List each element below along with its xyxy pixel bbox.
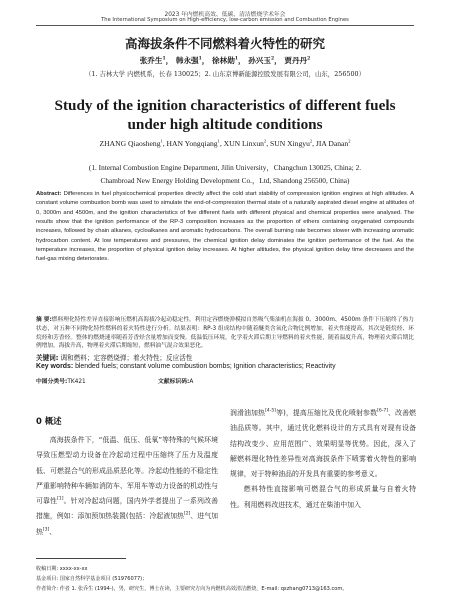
title-en	[20, 96, 430, 134]
affiliation-en-line: Chambroad New Energy Holding Development Co.，Ltd, Shandong 256500, China)	[100, 175, 350, 185]
citation: [1]	[57, 496, 64, 502]
citation: [6-7]	[377, 408, 388, 414]
text-run: 、改善燃油品质等。其中，通过优化燃料设计的方式具有对现有设备结构改变少、应用范围广、效果明显等优势。因此，深入了解燃料理化特性差异性对高海拔条件下喷雾着火特性的影响规律，对于特种油品的开发具有重要的参考意义。	[230, 409, 417, 479]
author-sup: 2	[309, 138, 313, 144]
affiliation-en	[30, 162, 420, 187]
author-sup: 2	[348, 138, 351, 144]
title-en-line: Study of the ignition characteristics of different fuels	[54, 97, 396, 114]
author-en: HAN Yongqiang	[166, 139, 218, 148]
authors-en: ZHANG Qiaosheng$^1$, HAN Yongqiang$^1$, XUN Linxun$^2$, SUN Xingyu$^2$, JIA Danan$^2$	[99, 138, 351, 148]
header-rule	[36, 25, 414, 26]
keywords-cn-text: 调和燃料；定容燃烧弹；着火特性；反应活性	[58, 354, 193, 362]
abstract-en-label: Abstract:	[36, 191, 62, 197]
author-sup: 1	[198, 56, 202, 62]
body-column-left	[36, 433, 218, 540]
keywords-cn	[36, 352, 414, 362]
abstract-cn-text: 燃料理化特性差异直接影响压燃机高海拔冷起动稳定性。利用定容燃烧弹模拟自然吸气柴油机在海拔 0、3000m、4500m 条件下压缩终了热力状态，对五种不同物化特性燃料的着火特性进行分析。结果表明：RP-3 组成结构中随着醚类含氧化合物比例增加，着火性能提高，其次是链烷烃、环烷烃和芳香烃。整体的燃烧速率随着芳香烃含量增加而变慢。低温低压环境，化学着火滞后期主导燃料的着火性能，随着温度升高，物理着火滞后期比例增加。海拔升高，物理着火滞后期缩短，燃料油气混合效果恶化。	[36, 317, 414, 350]
affiliation-en-line: (1. Internal Combustion Engine Department, Jilin University，Changchun 130025, China; 2.	[88, 163, 362, 172]
doc-code	[158, 376, 193, 385]
author-en: JIA Danan	[315, 139, 349, 148]
text-run: 等)，提高压缩比及优化喷射参数	[275, 409, 378, 417]
running-header-cn: 2023 年内燃机高效、低碳、清洁燃烧学术年会	[164, 12, 286, 18]
paragraph: 燃料特性直接影响可燃混合气的形成质量与自着火特性。利用燃料改进技术，通过在柴油中加入	[230, 485, 416, 509]
abstract-en-text: Differences in fuel physicochemical properties directly affect the cold start stability of compression ignition engines at high altitudes. A constant volume combustion bomb was used to simulate the end-of-compression thermal state of a naturally aspirated diesel engine at altitudes of 0, 3000m and 4500m, and the ignition characteristics of five different fuels with different physical and chemical properties were analysed. The results show that the ignition performance of the RP-3 composition increases as the proportion of ethers containing oxygenated compounds increases, followed by chain alkanes, cycloalkanes and aromatic hydrocarbons. The overall burning rate becomes slower with increasing aromatic hydrocarbon content. At low temperatures and pressures, the chemical ignition delay dominates the ignition performance of the fuel. As the temperature increases, the proportion of physical ignition delay increases. At higher altitudes, the physical ignition delay time decreases and the fuel-gas mixing deteriorates.	[36, 191, 414, 263]
abstract-cn-label: 摘 要:	[36, 317, 52, 323]
text-run: 。针对冷起动问题，国内外学者提出了一系列改善措施，例如：添加预加热装置(包括：冷起液加热	[36, 497, 219, 521]
author-sup: 1	[162, 56, 166, 62]
doc-code-value: A	[189, 379, 194, 385]
author-en: SUN Xingyu	[270, 139, 310, 148]
author-sup: 2	[307, 56, 311, 62]
author-cn: 张乔生	[139, 56, 163, 65]
running-header-en: The International Symposium on High-efficiency, low-carbon emission and Combustion Engines	[101, 17, 349, 23]
keywords-cn-label: 关键词:	[36, 354, 59, 362]
author-cn: 徐林勋	[212, 56, 235, 65]
author-cn: 贾丹丹	[284, 56, 308, 65]
paragraph	[230, 406, 416, 482]
keywords-en-label: Key words:	[36, 363, 74, 370]
footnote-received: 收稿日期: xxxx-xx-xx	[36, 566, 88, 572]
author-sup: 2	[270, 56, 275, 62]
text-run: 高海拔条件下，“低温、低压、低氧”等特殊的气候环境导致压燃型动力设备在冷起动过程中压缩终了压力及温度低、可燃混合气的形成品质恶化等。冷起动性能的不稳定性严重影响特种车辆如消防车、军用车等动力设备的机动性与可靠性	[36, 436, 218, 506]
body-column-right	[230, 406, 416, 513]
author-en: ZHANG Qiaosheng	[99, 139, 161, 148]
abstract-en	[36, 190, 414, 265]
author-cn: 孙兴玉	[248, 56, 271, 65]
paragraph	[36, 433, 218, 540]
title-en-line: under high altitude conditions	[127, 116, 323, 133]
author-sup: 1	[160, 138, 163, 144]
author-sup: 1	[234, 56, 238, 62]
keywords-en-text: blended fuels; constant volume combustion bombs; Ignition characteristics; Reactivity	[73, 363, 336, 370]
citation: [2]	[183, 512, 191, 518]
citation: [3]	[42, 527, 50, 533]
affiliation-cn: （1. 吉林大学 内燃机系，长春 130025；2. 山东京博新能源控股发展有限公司，山东，256500）	[84, 70, 365, 78]
author-sup: 2	[263, 138, 267, 144]
author-sup: 1	[217, 138, 220, 144]
clc-value: TK421	[67, 379, 86, 385]
footnote-fund: 基金项目: 国家自然科学基金项目 (51976077)；	[36, 576, 148, 582]
author-cn: 韩永强	[175, 56, 199, 65]
text-run: 、	[49, 527, 57, 536]
authors-cn: 张乔生$^1$， 韩永强$^1$， 徐林勋$^1$， 孙兴玉$^2$， 贾丹丹$^2$	[139, 56, 311, 65]
section-heading: 0 概述	[36, 416, 62, 426]
title-cn: 高海拔条件不同燃料着火特性的研究	[124, 36, 325, 51]
text-run: 、进气加热	[36, 512, 219, 536]
abstract-cn	[36, 316, 414, 351]
doc-code-label: 文献标识码:	[158, 379, 190, 385]
author-en: XUN Linxun	[223, 139, 264, 148]
citation: [4-5]	[265, 408, 276, 414]
footnote-author: 作者简介: 作者 1. 张乔生 (1994-)，男，研究生，博士在读，主要研究方向为内燃机高效清洁燃烧，E-mail: qszhang0713@163.com。	[36, 586, 348, 592]
clc-label: 中图分类号:	[36, 379, 68, 385]
text-run: 润滑油加热	[230, 409, 266, 417]
keywords-en	[36, 363, 414, 370]
classification-line	[36, 376, 336, 385]
footnote-rule	[36, 558, 126, 559]
